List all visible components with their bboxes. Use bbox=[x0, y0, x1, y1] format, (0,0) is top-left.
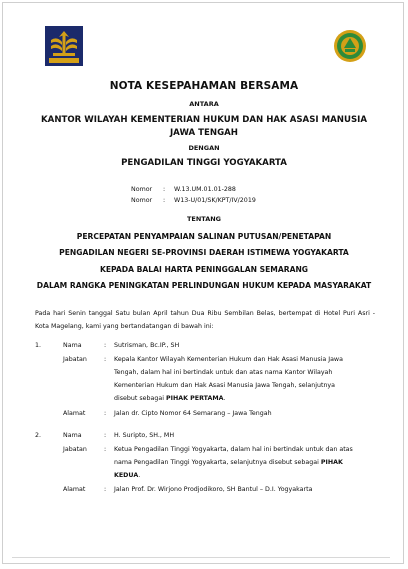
party2-nama-label: Nama bbox=[63, 432, 82, 439]
party1-jabatan-line-4 bbox=[114, 392, 376, 405]
nomor-value: W.13.UM.01.01-288 bbox=[174, 186, 236, 193]
subject-line-3: KEPADA BALAI HARTA PENINGGALAN SEMARANG bbox=[99, 265, 309, 274]
tentang-label: TENTANG bbox=[186, 215, 222, 223]
party1-nama-value: Sutrisman, Bc.IP., SH bbox=[114, 342, 180, 349]
party2-alamat-label: Alamat bbox=[63, 486, 86, 493]
nomor-label: Nomor bbox=[131, 197, 153, 204]
party1-jabatan-line-3: Kementerian Hukum dan Hak Asasi Manusia Jawa Tengah, selanjutnya bbox=[114, 382, 336, 389]
party2-jabatan-text: nama Pengadilan Tinggi Yogyakarta, selanjutnya disebut sebagai bbox=[114, 459, 319, 466]
party2-name: PENGADILAN TINGGI YOGYAKARTA bbox=[121, 158, 287, 168]
party1-jabatan-line-2: Tengah, dalam hal ini bertindak untuk dan atas nama Kantor Wilayah bbox=[114, 369, 333, 376]
colon: : bbox=[104, 486, 107, 493]
party1-alamat-label: Alamat bbox=[63, 410, 86, 417]
party1-jabatan-label: Jabatan bbox=[63, 356, 87, 363]
period: . bbox=[138, 472, 141, 479]
colon: : bbox=[104, 356, 107, 363]
party1-jabatan-line-1: Kepala Kantor Wilayah Kementerian Hukum dan Hak Asasi Manusia Jawa bbox=[114, 356, 343, 363]
nomor-value: W13-U/01/SK/KPT/IV/2019 bbox=[174, 197, 256, 204]
antara-label: ANTARA bbox=[189, 100, 219, 108]
dengan-label: DENGAN bbox=[188, 144, 220, 152]
party2-jabatan-line-3 bbox=[114, 469, 376, 482]
party1-alamat-value: Jalan dr. Cipto Nomor 64 Semarang – Jawa Tengah bbox=[114, 410, 272, 417]
intro-paragraph: Pada hari Senin tanggal Satu bulan April tahun Dua Ribu Sembilan Belas, bertempat di Hotel Puri Asri - Kota Magelang, kami yang bertandatangan di bawah ini: bbox=[35, 310, 375, 330]
colon: : bbox=[104, 432, 107, 439]
party1-number: 1. bbox=[35, 342, 42, 349]
document-title: NOTA KESEPAHAMAN BERSAMA bbox=[109, 80, 299, 92]
party2-nama-value: H. Suripto, SH., MH bbox=[114, 432, 175, 439]
nomor-colon: : bbox=[163, 186, 166, 193]
mahkamah-agung-logo-icon bbox=[333, 29, 367, 63]
subject-line-1: PERCEPATAN PENYAMPAIAN SALINAN PUTUSAN/PENETAPAN bbox=[76, 232, 332, 241]
page-divider bbox=[12, 557, 390, 558]
party1-jabatan-text: disebut sebagai bbox=[114, 395, 164, 402]
colon: : bbox=[104, 342, 107, 349]
nomor-colon: : bbox=[163, 197, 166, 204]
party2-jabatan-line-2 bbox=[114, 456, 376, 469]
party1-nama-label: Nama bbox=[63, 342, 82, 349]
party1-name-line1: KANTOR WILAYAH KEMENTERIAN HUKUM DAN HAK ASASI MANUSIA bbox=[41, 115, 367, 125]
party2-alamat-value: Jalan Prof. Dr. Wirjono Prodjodikoro, SH Bantul – D.I. Yogyakarta bbox=[114, 486, 313, 493]
subject-line-2: PENGADILAN NEGERI SE-PROVINSI DAERAH ISTIMEWA YOGYAKARTA bbox=[59, 248, 349, 257]
party2-pihak-label-a: PIHAK bbox=[320, 459, 343, 466]
party1-pihak-label: PIHAK PERTAMA bbox=[166, 395, 224, 402]
party2-jabatan-label: Jabatan bbox=[63, 446, 87, 453]
party1-name-line2: JAWA TENGAH bbox=[169, 128, 239, 138]
period: . bbox=[223, 395, 226, 402]
subject-line-4: DALAM RANGKA PENINGKATAN PERLINDUNGAN HUKUM KEPADA MASYARAKAT bbox=[36, 281, 372, 290]
party2-jabatan-line-1: Ketua Pengadilan Tinggi Yogyakarta, dalam hal ini bertindak untuk dan atas bbox=[114, 446, 353, 453]
nomor-label: Nomor bbox=[131, 186, 153, 193]
party2-pihak-label-b: KEDUA bbox=[114, 472, 139, 479]
kemenkumham-logo-icon bbox=[45, 26, 83, 66]
colon: : bbox=[104, 410, 107, 417]
party2-number: 2. bbox=[35, 432, 42, 439]
document-page bbox=[2, 2, 404, 564]
colon: : bbox=[104, 446, 107, 453]
